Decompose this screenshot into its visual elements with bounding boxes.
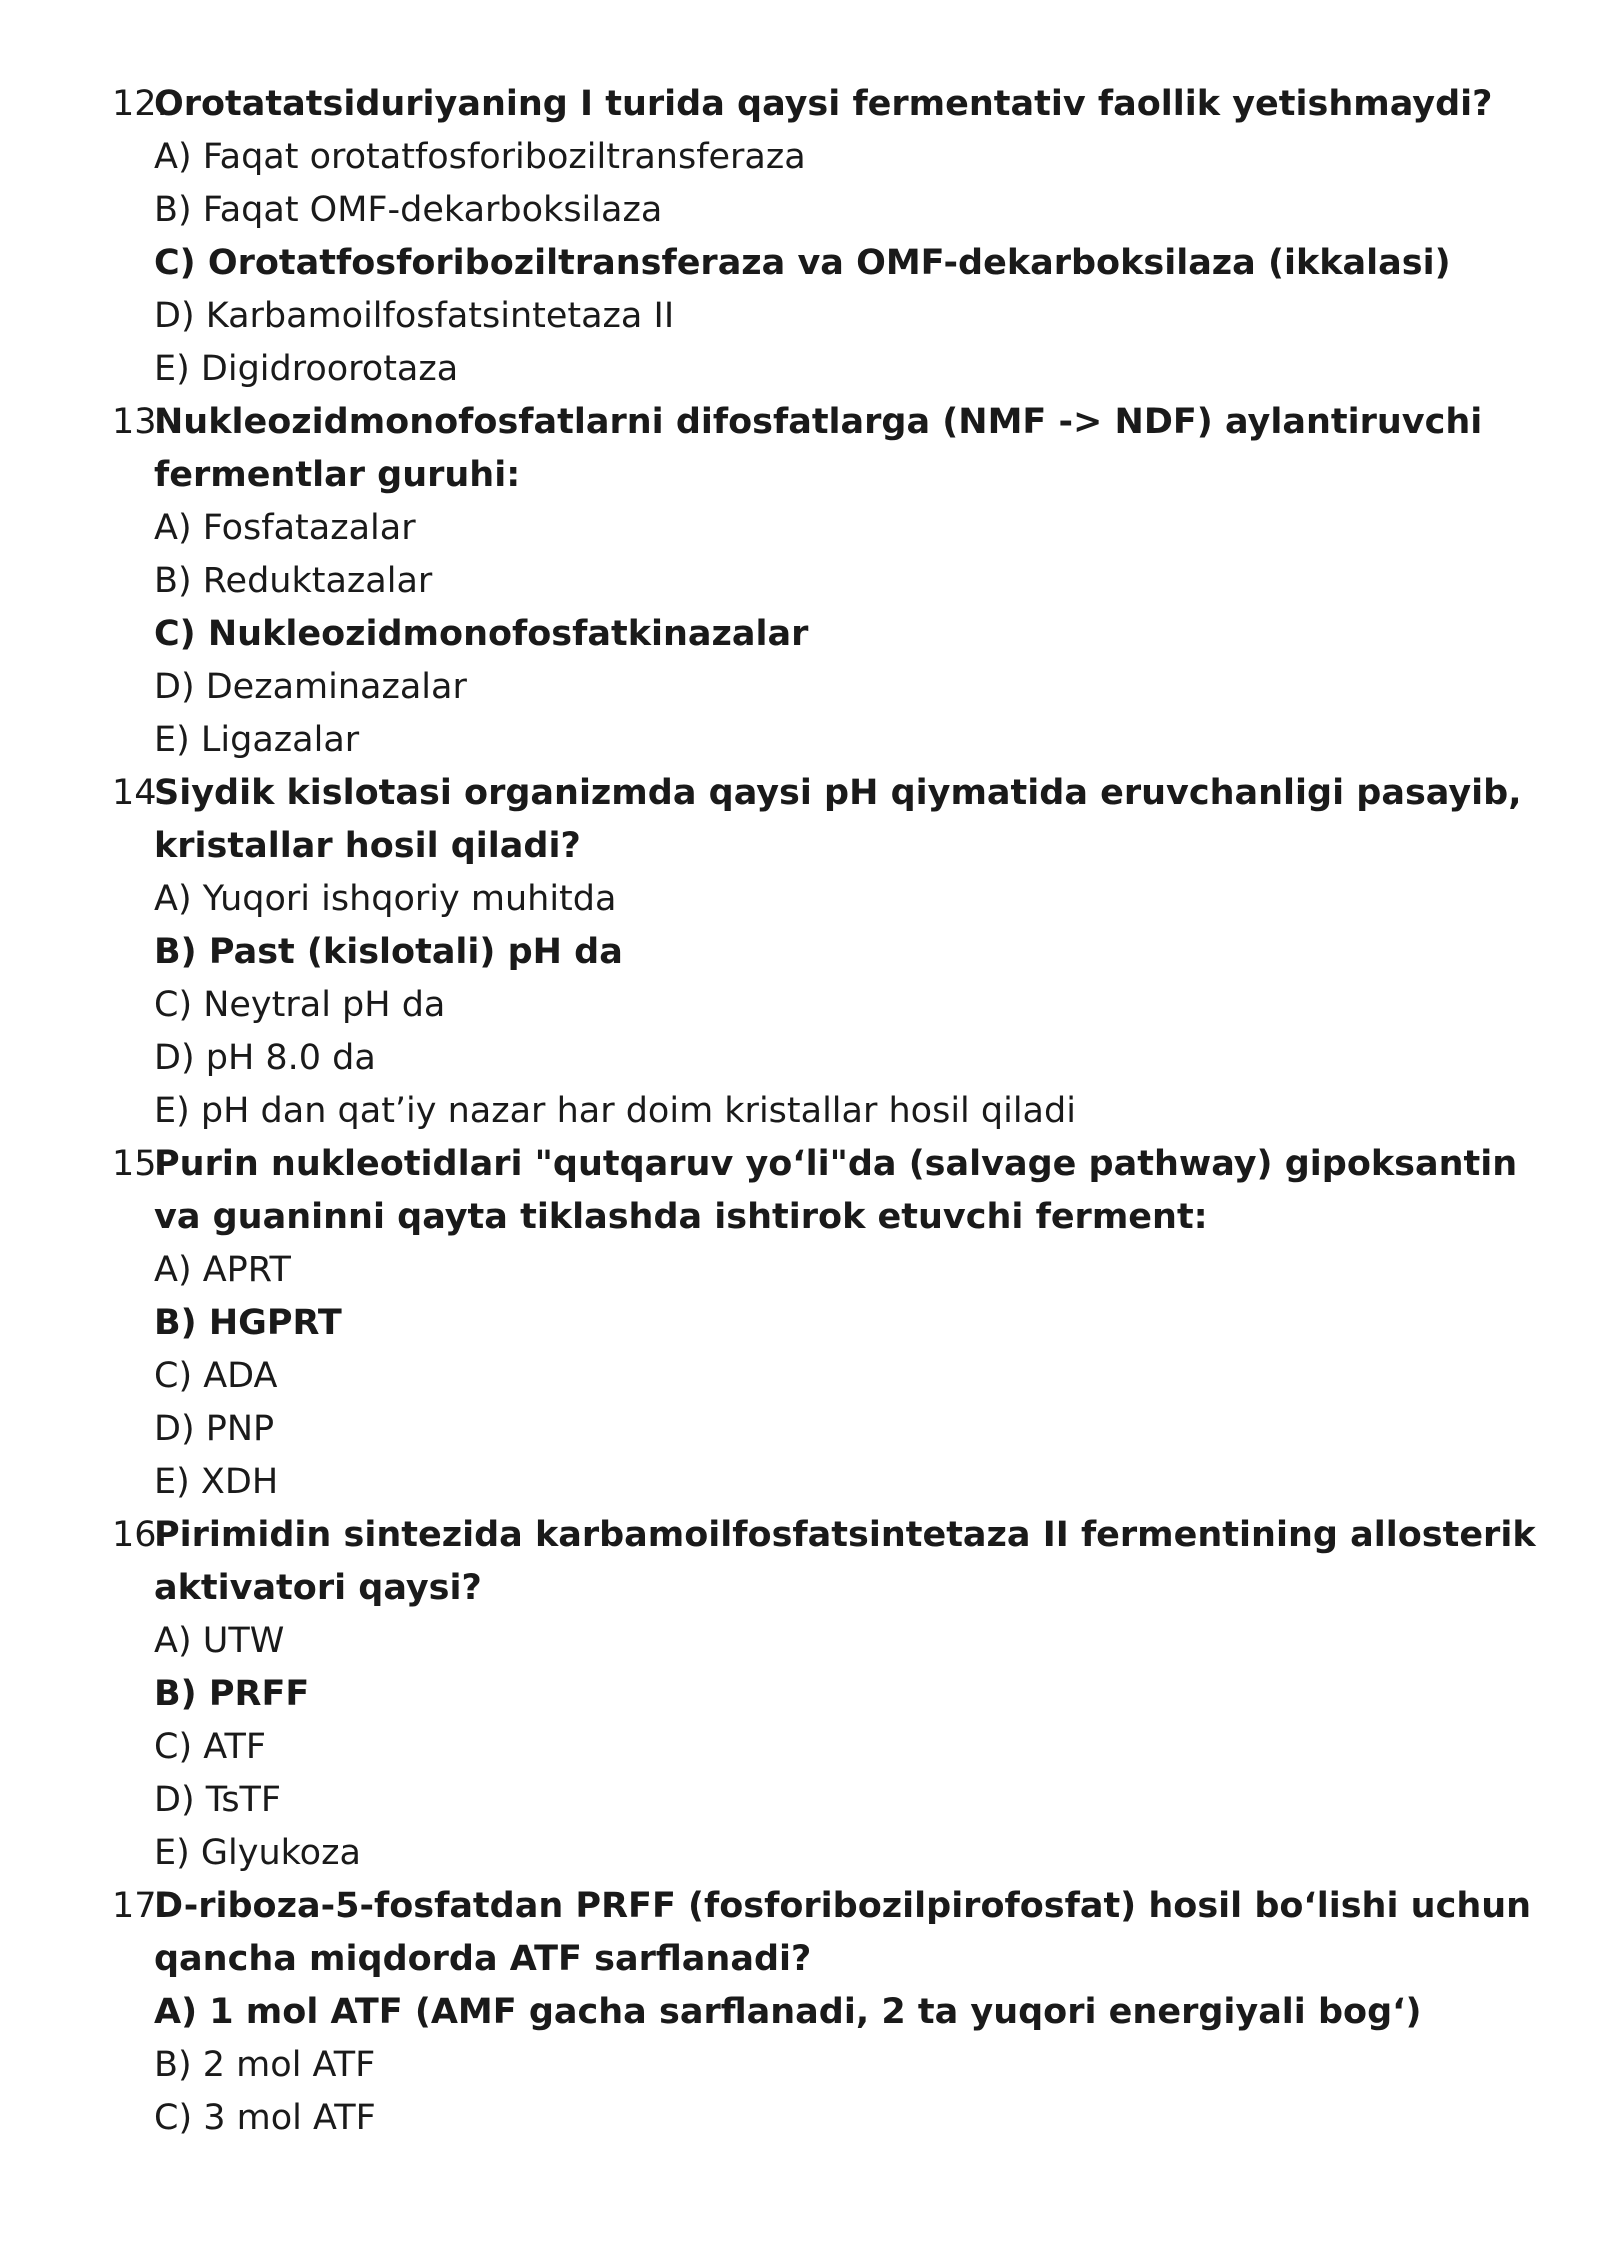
answer-options [154, 131, 1552, 396]
question-item [112, 767, 1552, 1138]
answer-option: C) ADA [154, 1356, 278, 1396]
answer-option: A) Faqat orotatfosforiboziltransferaza [154, 137, 806, 177]
answer-option: A) UTW [154, 1621, 285, 1661]
answer-option: D) pH 8.0 da [154, 1038, 376, 1078]
question-number: 12. [112, 84, 168, 124]
question-item [112, 1880, 1552, 2145]
answer-option-correct: B) HGPRT [154, 1303, 342, 1343]
answer-option-correct: B) Past (kislotali) pH da [154, 932, 623, 972]
answer-option: D) Dezaminazalar [154, 667, 467, 707]
answer-option: B) 2 mol ATF [154, 2045, 376, 2085]
answer-option: C) 3 mol ATF [154, 2098, 376, 2138]
answer-option: E) XDH [154, 1462, 279, 1502]
question-item [112, 78, 1552, 396]
answer-option: A) Fosfatazalar [154, 508, 416, 548]
question-item [112, 1138, 1552, 1509]
answer-option: A) Yuqori ishqoriy muhitda [154, 879, 617, 919]
answer-option: D) Karbamoilfosfatsintetaza II [154, 296, 675, 336]
answer-options [154, 1615, 1552, 1880]
question-list [112, 78, 1552, 2145]
question-number: 13. [112, 402, 168, 442]
question-text: Nukleozidmonofosfatlarni difosfatlarga (NMF -> NDF) aylantiruvchi fermentlar guruhi: [154, 402, 1483, 495]
answer-option: B) Reduktazalar [154, 561, 433, 601]
question-text: Siydik kislotasi organizmda qaysi pH qiymatida eruvchanligi pasayib, kristallar hosil qiladi? [154, 773, 1522, 866]
answer-options [154, 873, 1552, 1138]
question-item [112, 396, 1552, 767]
answer-option-correct: B) PRFF [154, 1674, 310, 1714]
answer-option: E) Glyukoza [154, 1833, 361, 1873]
question-text: D-riboza-5-fosfatdan PRFF (fosforibozilpirofosfat) hosil bo‘lishi uchun qancha miqdorda ATF sarflanadi? [154, 1886, 1532, 1979]
answer-option: E) pH dan qat’iy nazar har doim kristallar hosil qiladi [154, 1091, 1076, 1131]
answer-option-correct: C) Orotatfosforiboziltransferaza va OMF-dekarboksilaza (ikkalasi) [154, 243, 1451, 283]
answer-option: B) Faqat OMF-dekarboksilaza [154, 190, 663, 230]
question-number: 17. [112, 1886, 168, 1926]
answer-options [154, 1986, 1552, 2145]
question-text: Orotatatsiduriyaning I turida qaysi fermentativ faollik yetishmaydi? [154, 84, 1493, 124]
question-text: Purin nukleotidlari "qutqaruv yo‘li"da (salvage pathway) gipoksantin va guaninni qayta tiklashda ishtirok etuvchi ferment: [154, 1144, 1518, 1237]
answer-options [154, 1244, 1552, 1509]
answer-options [154, 502, 1552, 767]
question-number: 14. [112, 773, 168, 813]
answer-option: C) ATF [154, 1727, 266, 1767]
question-item [112, 1509, 1552, 1880]
answer-option: A) APRT [154, 1250, 291, 1290]
answer-option: D) TsTF [154, 1780, 282, 1820]
answer-option: C) Neytral pH da [154, 985, 446, 1025]
question-number: 15. [112, 1144, 168, 1184]
answer-option: D) PNP [154, 1409, 275, 1449]
question-number: 16. [112, 1515, 168, 1555]
answer-option: E) Digidroorotaza [154, 349, 459, 389]
answer-option: E) Ligazalar [154, 720, 360, 760]
answer-option-correct: C) Nukleozidmonofosfatkinazalar [154, 614, 809, 654]
answer-option-correct: A) 1 mol ATF (AMF gacha sarflanadi, 2 ta yuqori energiyali bog‘) [154, 1992, 1422, 2032]
question-text: Pirimidin sintezida karbamoilfosfatsintetaza II fermentining allosterik aktivatori qaysi? [154, 1515, 1536, 1608]
